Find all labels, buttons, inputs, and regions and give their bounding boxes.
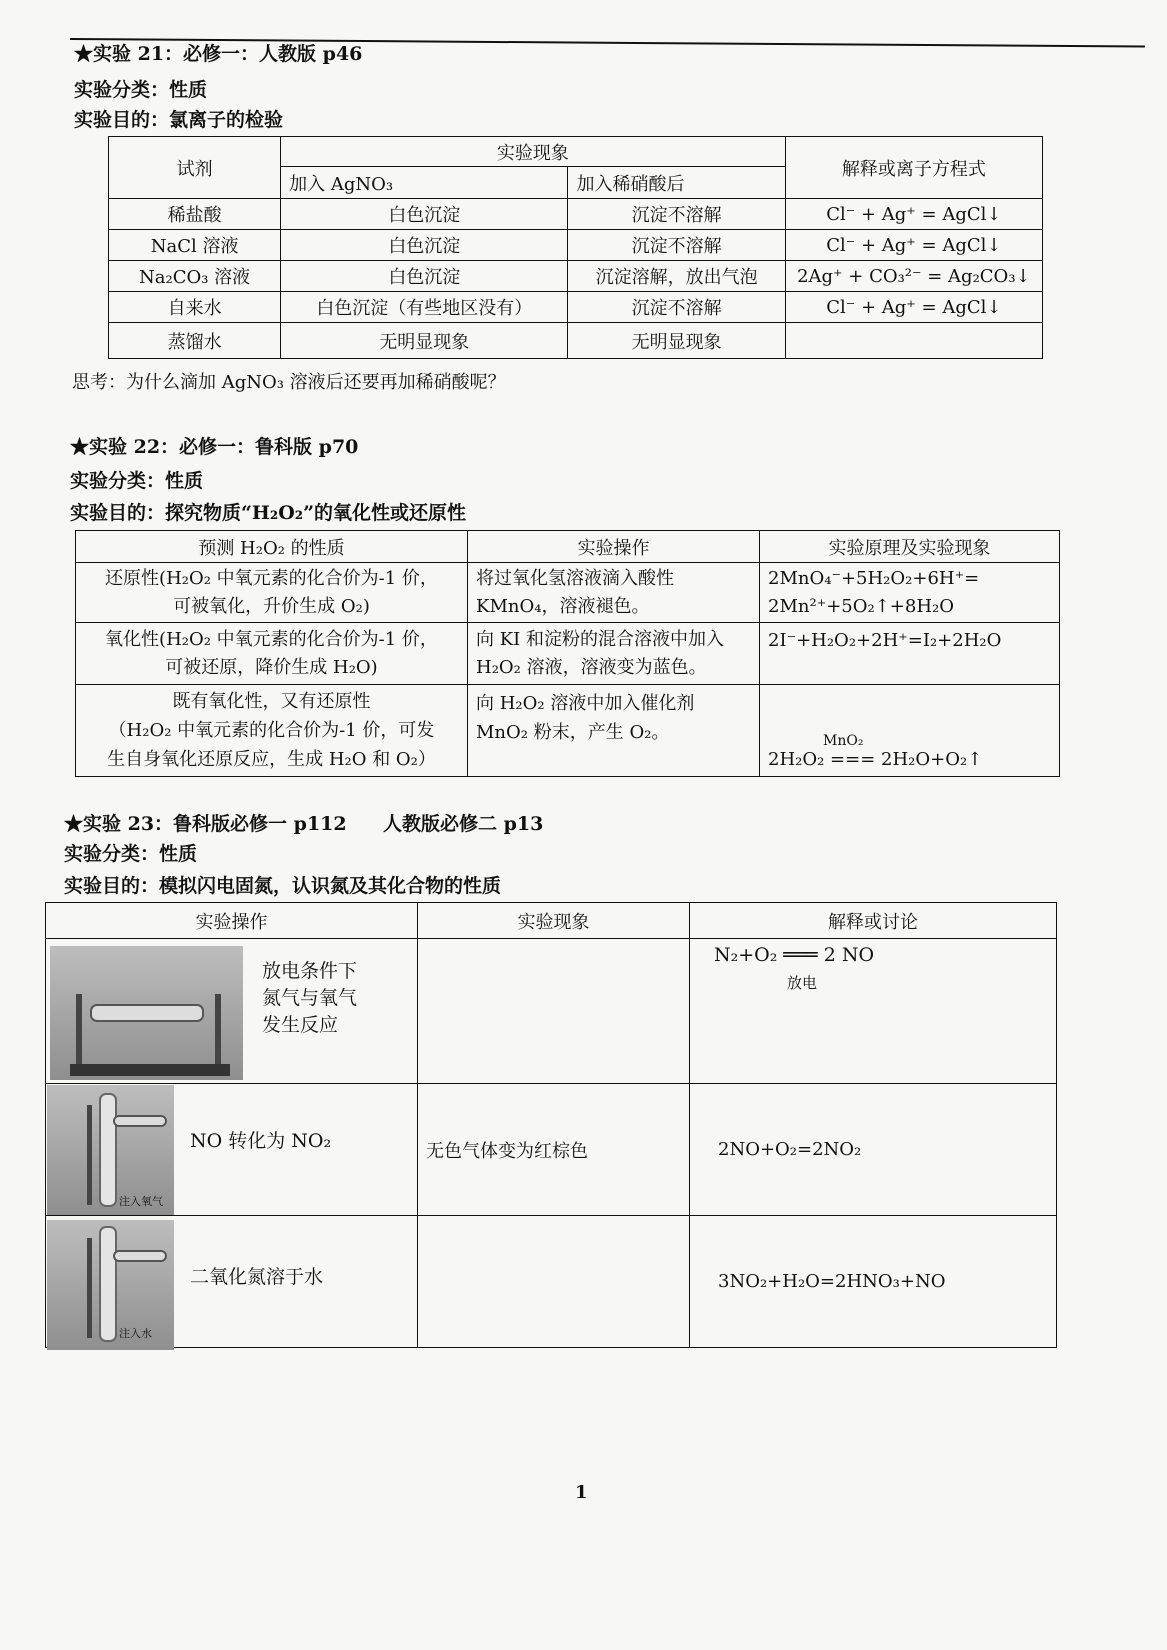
principle-cell: MnO₂ 2H₂O₂ === 2H₂O+O₂↑	[760, 685, 1060, 777]
photo-caption-water: 注入水	[119, 1327, 152, 1340]
exp23-category: 实验分类：性质	[64, 843, 198, 865]
disc-eq-discharge: N₂+O₂ ═══ 2 NO	[714, 944, 875, 966]
equation-cell: 2Ag⁺ + CO₃²⁻ = Ag₂CO₃↓	[785, 261, 1042, 292]
principle-cell: 2MnO₄⁻+5H₂O₂+6H⁺= 2Mn²⁺+5O₂↑+8H₂O	[760, 563, 1060, 623]
disc-cell: 2NO+O₂=2NO₂	[690, 1084, 1057, 1216]
predict-cell: 氧化性(H₂O₂ 中氧元素的化合价为-1 价， 可被还原，降价生成 H₂O)	[76, 623, 468, 685]
header-op: 实验操作	[46, 903, 418, 939]
exp22-title: ★实验 22：必修一：鲁科版 p70	[70, 436, 359, 458]
header-operation: 实验操作	[468, 531, 760, 563]
disc-cell: 3NO₂+H₂O=2HNO₃+NO	[690, 1216, 1057, 1348]
exp21-purpose: 实验目的：氯离子的检验	[74, 109, 284, 131]
header-disc: 解释或讨论	[690, 903, 1057, 939]
exp21-category: 实验分类：性质	[74, 79, 208, 101]
reagent-cell: NaCl 溶液	[109, 230, 281, 261]
table-row	[76, 563, 1060, 623]
hno3-cell: 沉淀不溶解	[568, 230, 785, 261]
predict-cell: 既有氧化性，又有还原性 （H₂O₂ 中氧元素的化合价为-1 价，可发 生自身氧化还原反应，生成 H₂O 和 O₂）	[76, 685, 468, 777]
exp21-think: 思考：为什么滴加 AgNO₃ 溶液后还要再加稀硝酸呢？	[72, 372, 506, 393]
op-text-no2: 二氧化氮溶于水	[190, 1266, 324, 1288]
op-text-discharge: 放电条件下氮气与氧气发生反应	[262, 960, 358, 1036]
sub-header-agno3: 加入 AgNO₃	[281, 167, 568, 199]
reagent-cell: 自来水	[109, 292, 281, 323]
header-phen: 实验现象	[418, 903, 690, 939]
hno3-cell: 沉淀溶解，放出气泡	[568, 261, 785, 292]
disc-cond-discharge: 放电	[787, 974, 818, 992]
hno3-cell: 沉淀不溶解	[568, 292, 785, 323]
catalyst-condition: MnO₂	[823, 733, 864, 749]
phen-cell	[418, 1216, 690, 1348]
header-phenomenon: 实验现象	[281, 137, 786, 167]
reagent-cell: Na₂CO₃ 溶液	[109, 261, 281, 292]
page-number: 1	[575, 1482, 588, 1503]
reagent-cell: 蒸馏水	[109, 323, 281, 359]
agno3-cell: 白色沉淀	[281, 261, 568, 292]
exp22-purpose: 实验目的：探究物质“H₂O₂”的氧化性或还原性	[70, 502, 467, 524]
table-row	[109, 230, 1043, 261]
hno3-cell: 沉淀不溶解	[568, 199, 785, 230]
header-principle: 实验原理及实验现象	[760, 531, 1060, 563]
op-text-no: NO 转化为 NO₂	[190, 1130, 332, 1152]
hno3-cell: 无明显现象	[568, 323, 785, 359]
exp22-category: 实验分类：性质	[70, 470, 204, 492]
predict-cell: 还原性(H₂O₂ 中氧元素的化合价为-1 价， 可被氧化，升价生成 O₂)	[76, 563, 468, 623]
operation-cell: 向 H₂O₂ 溶液中加入催化剂 MnO₂ 粉末，产生 O₂。	[468, 685, 760, 777]
exp23-title-a: ★实验 23：鲁科版必修一 p112	[64, 813, 347, 835]
exp21-table	[108, 136, 1043, 359]
photo-caption-oxygen: 注入氧气	[119, 1195, 163, 1208]
table-row	[76, 685, 1060, 777]
agno3-cell: 白色沉淀	[281, 199, 568, 230]
exp22-table	[75, 530, 1060, 777]
equation-cell: Cl⁻ + Ag⁺ = AgCl↓	[785, 230, 1042, 261]
equation-cell	[785, 323, 1042, 359]
reagent-cell: 稀盐酸	[109, 199, 281, 230]
syringe-water-photo	[47, 1220, 174, 1350]
agno3-cell: 白色沉淀（有些地区没有）	[281, 292, 568, 323]
agno3-cell: 无明显现象	[281, 323, 568, 359]
phen-cell: 无色气体变为红棕色	[418, 1084, 690, 1216]
exp23-purpose: 实验目的：模拟闪电固氮，认识氮及其化合物的性质	[64, 875, 502, 897]
principle-cell: 2I⁻+H₂O₂+2H⁺=I₂+2H₂O	[760, 623, 1060, 685]
agno3-cell: 白色沉淀	[281, 230, 568, 261]
operation-cell: 将过氧化氢溶液滴入酸性 KMnO₄，溶液褪色。	[468, 563, 760, 623]
phen-cell	[418, 939, 690, 1084]
header-explain: 解释或离子方程式	[785, 137, 1042, 199]
equation-cell: Cl⁻ + Ag⁺ = AgCl↓	[785, 292, 1042, 323]
syringe-oxygen-photo	[47, 1085, 174, 1215]
sub-header-hno3: 加入稀硝酸后	[568, 167, 785, 199]
table-row	[109, 199, 1043, 230]
operation-cell: 向 KI 和淀粉的混合溶液中加入 H₂O₂ 溶液，溶液变为蓝色。	[468, 623, 760, 685]
exp23-title-b: 人教版必修二 p13	[383, 813, 544, 835]
table-row	[109, 292, 1043, 323]
discharge-apparatus-photo	[50, 946, 243, 1080]
table-row	[109, 323, 1043, 359]
exp21-title: ★实验 21：必修一：人教版 p46	[74, 43, 363, 65]
table-row	[109, 261, 1043, 292]
table-row	[76, 623, 1060, 685]
header-predict: 预测 H₂O₂ 的性质	[76, 531, 468, 563]
equation-cell: Cl⁻ + Ag⁺ = AgCl↓	[785, 199, 1042, 230]
header-reagent: 试剂	[109, 137, 281, 199]
